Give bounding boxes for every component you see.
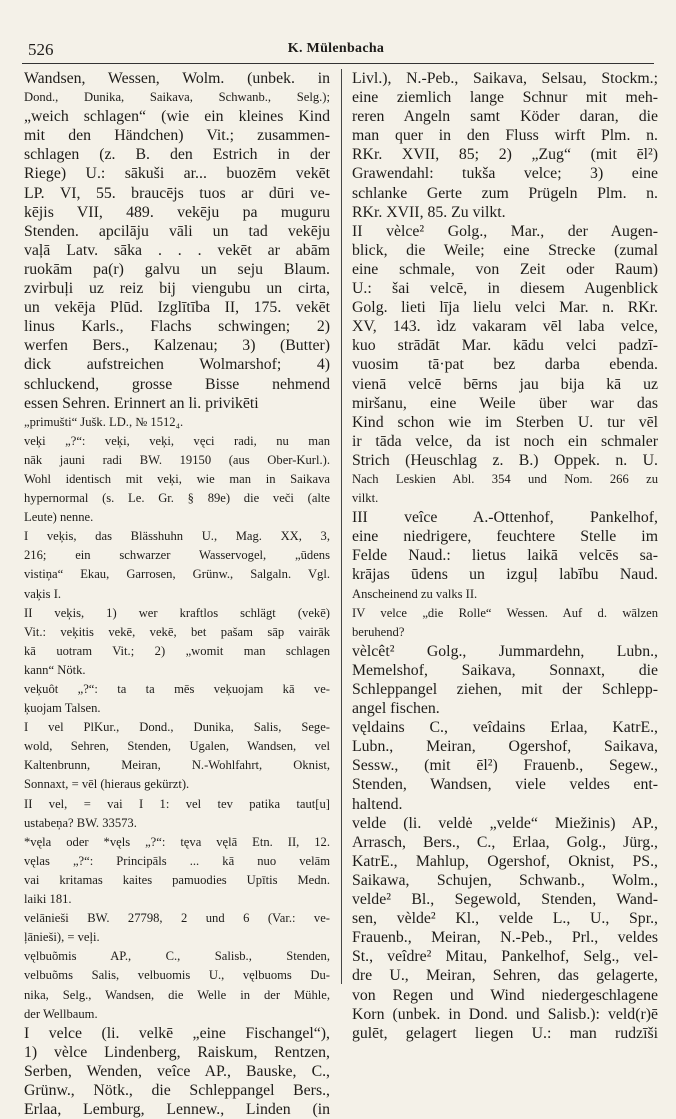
text-line: vuosim tā·pat bez darba ebenda. [352, 356, 658, 374]
text-line: dick aufstreichen Wolmarshof; 4) [24, 356, 330, 374]
text-line: ruokām pa(r) galvu un seju Blaum. [24, 260, 330, 278]
text-line: Lubn., Meiran, Ogershof, Saikava, [352, 738, 658, 756]
text-line: velānieši BW. 27798, 2 und 6 (Var.: ve- [24, 911, 330, 926]
text-line: veķi „?“: veķi, veķi, vęci radi, nu man [24, 433, 330, 448]
text-line: schlagen (z. B. den Estrich in der [24, 146, 330, 164]
text-line: vilkt. [352, 491, 379, 506]
text-line: I veķis, das Blässhuhn U., Mag. XX, 3, [24, 529, 330, 544]
text-line: „primušti“ Jušk. LD., № 1512₄. [24, 414, 184, 429]
text-line: XV, 143. ìdz vakaram vēl laba velce, [352, 318, 658, 336]
text-line: eine niedrigere, feuchtere Stelle im [352, 528, 658, 546]
text-line: blick, die Weile; eine Strecke (zumal [352, 241, 658, 259]
text-line: vaļā Latv. sāka . . . vekēt ar abām [24, 241, 330, 259]
text-line: Stenden, Wandsen, viele veldes ent- [352, 776, 658, 794]
text-line: wold, Sehren, Stenden, Ugalen, Wandsen, vel [24, 739, 330, 754]
text-line: beruhend? [352, 624, 405, 639]
text-line: Vit.: veķitis vekē, vekē, bet pašam sāp vairāk [24, 624, 330, 639]
text-line: vistiņa“ Ekau, Garrosen, Grünw., Salgaln. Vgl. [24, 567, 330, 582]
text-line: vaķis I. [24, 586, 62, 601]
text-line: sen, vèlde² Kl., velde L., U., Spr., [352, 910, 658, 928]
text-line: Schleppangel ziehen, mit der Schlepp- [352, 681, 658, 698]
text-line: Kind schon wie im Sterben U. tur vēl [352, 413, 658, 431]
text-line: vèlcêt² Golg., Jummardehn, Lubn., [352, 642, 658, 660]
text-line: eine ziemlich lange Schnur mit meh- [352, 89, 658, 107]
text-line: Grünw., Nötk., die Schleppangel Bers., [24, 1081, 330, 1099]
text-line: haltend. [352, 795, 403, 813]
text-line: ustabeņa? BW. 33573. [24, 815, 137, 830]
header-rule [22, 63, 654, 64]
text-line: 216; ein schwarzer Wasservogel, „ūdens [24, 548, 330, 563]
text-line: von Regen und Wind niedergeschlagene [352, 986, 658, 1004]
page-number: 526 [28, 40, 54, 59]
text-line: linus Karls., Flachs schwingen; 2) [24, 318, 330, 336]
text-line: vęldains C., veîdains Erlaa, KatrE., [352, 719, 658, 737]
text-line: Stenden. apcilāju vāli un tad vekēju [24, 222, 330, 240]
text-line: „weich schlagen“ (wie ein kleines Kind [24, 108, 330, 126]
column-divider [341, 69, 342, 984]
right-column [352, 69, 658, 1043]
text-line: velde (li. veldė „velde“ Miežinis) AP., [352, 814, 658, 832]
text-line: miršanu, eine Weile über war das [352, 394, 658, 412]
text-line: II veķis, 1) wer kraftlos schlägt (vekē) [24, 605, 330, 620]
text-line: LP. VI, 55. braucējs tuos ar dūri ve- [24, 184, 330, 202]
text-line: nika, Selg., Wandsen, die Welle in der Mühle, [24, 987, 330, 1002]
text-line: Riege) U.: sākuši ar... buozēm vekēt [24, 165, 330, 183]
text-line: un vekēja Plūd. Izglītība II, 175. vekēt [24, 299, 330, 317]
text-line: eine schmale, von Zeit oder Raum) [352, 260, 658, 278]
text-line: Memelshof, Saikava, Sonnaxt, die [352, 661, 658, 679]
text-line: I velce (li. velkē „eine Fischangel“), [24, 1024, 330, 1042]
text-line: 1) vèlce Lindenberg, Raiskum, Rentzen, [24, 1043, 330, 1061]
text-line: vai kritamas kaites pamuodies Upītis Medn. [24, 872, 330, 887]
text-line: Kaltenbrunn, Meiran, N.-Wohlfahrt, Oknist, [24, 758, 330, 773]
text-line: kuo strādāt Mar. kādu velci padzī- [352, 337, 658, 355]
text-line: kā uotram Vit.; 2) „womit man schlagen [24, 643, 330, 658]
text-line: Frauenb., Meiran, N.-Peb., Prl., veldes [352, 929, 658, 947]
text-line: hypernormal (s. Le. Gr. § 89e) die veči (alte [24, 491, 330, 506]
text-line: IV velce „die Rolle“ Wessen. Auf d. wālzen [352, 605, 658, 620]
text-line: Serben, Wenden, veîce AP., Bauske, C., [24, 1062, 330, 1080]
text-line: vęlbuõmis AP., C., Salisb., Stenden, [24, 949, 330, 964]
text-line: Sonnaxt, = vēl (hieraus gekürzt). [24, 777, 190, 792]
text-line: laiki 181. [24, 892, 72, 907]
text-line: ķuojam Talsen. [24, 701, 101, 716]
text-line: werfen Bers., Kalzenau; 3) (Butter) [24, 337, 330, 355]
text-line: velbuõms Salis, velbuomis U., vęlbuoms Du- [24, 968, 330, 983]
text-line: vienā velcē bērns jau bija kā uz [352, 375, 658, 393]
text-line: ļānieši), = veļi. [24, 930, 100, 945]
page-header [22, 40, 650, 62]
text-line: mit den Händchen) Vit.; zusammen- [24, 127, 330, 145]
text-line: vęlas „?“: Principāls ... kā nuo velām [24, 853, 330, 868]
text-line: schluckend, grosse Bisse nehmend [24, 375, 330, 393]
text-line: Saikawa, Schujen, Schwanb., Wolm., [352, 871, 658, 889]
text-line: gulēt, gelagert liegen U.: man rudzīši [352, 1024, 658, 1042]
text-line: angel fischen. [352, 700, 440, 718]
text-line: zvirbuļi uz reiz bij viengubu un cirta, [24, 280, 330, 298]
text-line: I vel PlKur., Dond., Dunika, Salis, Sege- [24, 720, 330, 735]
text-line: KatrE., Mahlup, Ogershof, Oknist, PS., [352, 852, 658, 870]
text-line: Grawendahl: tukša velce; 3) eine [352, 165, 658, 183]
text-line: II vèlce² Golg., Mar., der Augen- [352, 222, 658, 240]
running-title: K. Mülenbacha [287, 41, 385, 56]
text-line: Livl.), N.-Peb., Saikava, Selsau, Stockm.; [352, 70, 658, 87]
left-column [24, 69, 330, 1119]
text-line: Arrasch, Bers., C., Erlaa, Golg., Jürg., [352, 833, 658, 851]
text-line: Wohl identisch mit veķi, wie man in Saikava [24, 471, 330, 486]
text-line: kann“ Nötk. [24, 662, 86, 677]
text-line: Leute) nenne. [24, 510, 94, 525]
text-line: krājas ūdens un izguļ labību Naud. [352, 566, 658, 584]
text-line: RKr. XVII, 85; 2) „Zug“ (mit ēl²) [352, 146, 658, 164]
text-line: Nach Leskien Abl. 354 und Nom. 266 zu [352, 471, 658, 486]
text-line: essen Sehren. Erinnert an li. privikēti [24, 394, 259, 412]
text-line: velde² Bl., Segewold, Stenden, Wand- [352, 891, 658, 909]
text-line: Strich (Heuschlag z. B.) Oppek. n. U. [352, 451, 658, 469]
text-line: man quer in den Fluss wirft Plm. n. [352, 127, 658, 145]
text-line: veķuôt „?“: ta ta mēs veķuojam kā ve- [24, 682, 330, 696]
text-line: Golg. lieti līja lielu velci Mar. n. RKr. [352, 299, 658, 317]
text-line: III veîce A.-Ottenhof, Pankelhof, [352, 509, 658, 527]
text-line: Wandsen, Wessen, Wolm. (unbek. in [24, 70, 330, 87]
text-line: II vel, = vai I 1: vel tev patika taut[u] [24, 796, 330, 811]
text-line: Korn (unbek. in Dond. und Salisb.): veld(r)ē [352, 1005, 658, 1023]
text-line: Erlaa, Lemburg, Lennew., Linden (in [24, 1101, 330, 1119]
text-line: schlanke Gerte zum Prügeln Plm. n. [352, 184, 658, 202]
text-line: reren Angeln samt Köder daran, die [352, 108, 658, 126]
text-line: RKr. XVII, 85. Zu vilkt. [352, 203, 506, 221]
text-line: St., veîdre² Mitau, Pankelhof, Selg., vel- [352, 948, 658, 966]
text-line: Sessw., (mit ēl²) Frauenb., Segew., [352, 757, 658, 775]
text-line: U.: šai velcē, in diesem Augenblick [352, 280, 658, 298]
text-line: Dond., Dunika, Saikava, Schwanb., Selg.); [24, 90, 330, 105]
text-line: der Wellbaum. [24, 1006, 98, 1021]
text-line: nāk jauni radi BW. 19150 (aus Ober-Kurl.). [24, 452, 330, 467]
text-line: Felde Naud.: lietus laikā velcēs sa- [352, 547, 658, 565]
text-line: kējis VII, 489. vekēju pa muguru [24, 203, 330, 221]
text-line: *vęla oder *vęls „?“: tęva vęlā Etn. II, 12. [24, 834, 330, 849]
text-line: Anscheinend zu valks II. [352, 586, 478, 601]
text-line: ir tāda velce, da ist noch ein schmaler [352, 432, 658, 450]
text-line: dre U., Meiran, Sehren, das gelagerte, [352, 967, 658, 985]
